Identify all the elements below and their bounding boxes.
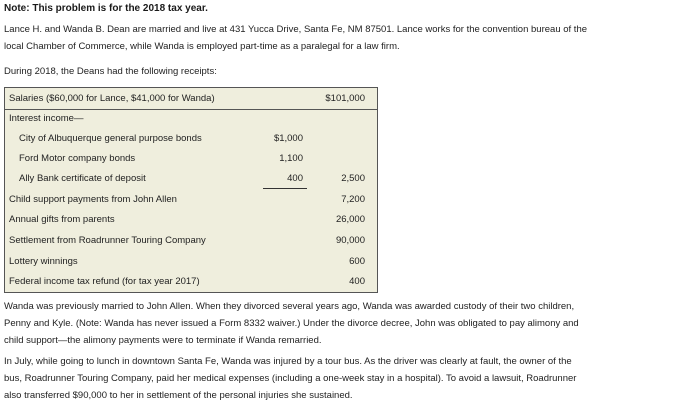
receipts-table — [4, 87, 378, 293]
row-label: Ally Bank certificate of deposit — [19, 173, 146, 185]
row-subamount: 400 — [287, 173, 303, 185]
row-label: Federal income tax refund (for tax year 2017) — [9, 276, 200, 288]
row-label: Child support payments from John Allen — [9, 194, 177, 206]
table-row — [5, 210, 377, 230]
row-amount: 2,500 — [341, 173, 365, 185]
note-heading: Note: This problem is for the 2018 tax year. — [4, 3, 208, 14]
row-label: Interest income— — [9, 113, 84, 125]
intro-paragraph — [4, 21, 644, 55]
table-row — [5, 109, 377, 129]
row-amount: 7,200 — [341, 194, 365, 206]
receipts-intro: During 2018, the Deans had the following receipts: — [4, 66, 217, 77]
table-row — [5, 231, 377, 251]
table-row — [5, 190, 377, 210]
table-row — [5, 272, 377, 292]
row-amount: 90,000 — [335, 235, 365, 247]
row-amount: 600 — [349, 256, 365, 268]
row-subamount: $1,000 — [273, 133, 303, 145]
table-row — [5, 129, 377, 149]
row-label: Annual gifts from parents — [9, 214, 115, 226]
para4-line-2: bus, Roadrunner Touring Company, paid her medical expenses (including a one-week stay in a hospital). To avoid a lawsuit, Roadrunner — [4, 373, 577, 384]
table-row — [5, 88, 377, 110]
row-label: Salaries ($60,000 for Lance, $41,000 for Wanda) — [9, 92, 215, 104]
row-amount: 26,000 — [335, 214, 365, 226]
para4-line-3: also transferred $90,000 to her in settlement of the personal injuries she sustained. — [4, 390, 353, 401]
injury-paragraph — [4, 353, 644, 404]
row-label: Ford Motor company bonds — [19, 153, 136, 165]
subtotal-underline — [263, 188, 307, 189]
table-row — [5, 169, 377, 189]
table-row — [5, 252, 377, 272]
row-label: Settlement from Roadrunner Touring Company — [9, 235, 206, 247]
para4-line-1: In July, while going to lunch in downtown Santa Fe, Wanda was injured by a tour bus. As the driver was clearly at fault, the owner of the — [4, 356, 572, 367]
row-amount: 400 — [349, 276, 365, 288]
row-subamount: 1,100 — [279, 153, 303, 165]
row-amount: $101,000 — [325, 92, 365, 104]
intro-line-1: Lance H. and Wanda B. Dean are married and live at 431 Yucca Drive, Santa Fe, NM 87501. Lance works for the convention bureau of the — [4, 24, 588, 35]
table-row — [5, 149, 377, 169]
para3-line-1: Wanda was previously married to John Allen. When they divorced several years ago, Wanda was awarded custody of their two children, — [4, 301, 575, 312]
row-label: Lottery winnings — [9, 256, 78, 268]
intro-line-2: local Chamber of Commerce, while Wanda is employed part-time as a paralegal for a law firm. — [4, 41, 400, 52]
divorce-paragraph — [4, 298, 644, 349]
para3-line-3: child support—the alimony payments were to terminate if Wanda remarried. — [4, 335, 322, 346]
row-label: City of Albuquerque general purpose bonds — [19, 133, 202, 145]
para3-line-2: Penny and Kyle. (Note: Wanda has never issued a Form 8332 waiver.) Under the divorce decree, John was obligated to pay alimony and — [4, 318, 579, 329]
